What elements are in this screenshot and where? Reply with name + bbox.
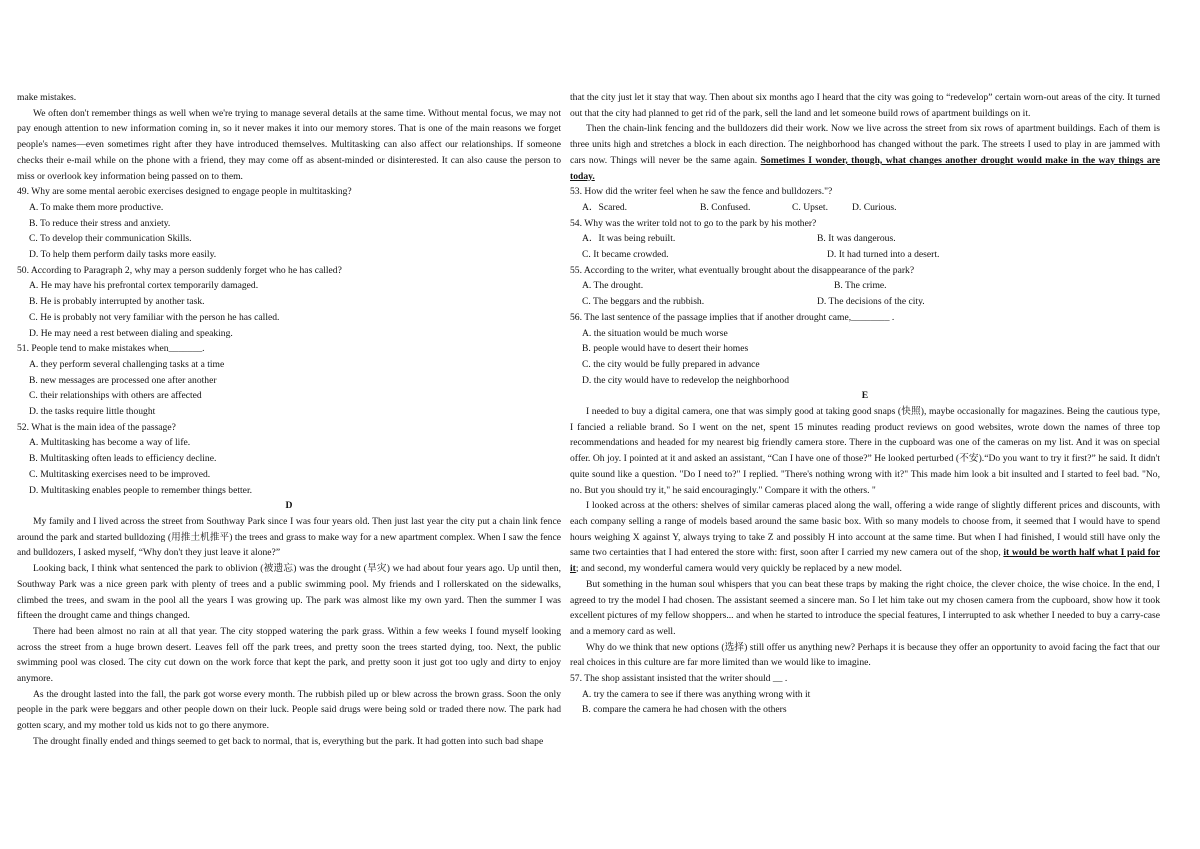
question-57: 57. The shop assistant insisted that the writer should __ . (570, 673, 788, 685)
q54-option-c: C. It became crowded. (582, 249, 669, 261)
q51-option-c: C. their relationships with others are affected (29, 390, 202, 402)
passage-c-ending: make mistakes. (17, 92, 77, 103)
q54-options-1 (570, 231, 1160, 247)
passage-d-paragraph-2: Looking back, I think what sentenced the park to oblivion (被遗忘) was the drought (旱灾) we had about four years ago. Up until then, Southway Park was a nice green park with plenty of trees and a public swimming pool. My friends and I rollerskated on the sidewalks, climbed the trees, and swam in the pool all the years I was growing up. The park was almost like my own yard. Then the summer I was fifteen the drought came and things changed. (17, 563, 561, 622)
q50-option-b: B. He is probably interrupted by another task. (29, 296, 205, 308)
q55-option-a: A. The drought. (582, 280, 644, 292)
q56-option-b: B. people would have to desert their homes (582, 343, 749, 355)
q49-option-a: A. To make them more productive. (29, 201, 164, 213)
question-50: 50. According to Paragraph 2, why may a person suddenly forget who he has called? (17, 264, 342, 276)
q49-option-c: C. To develop their communication Skills. (29, 233, 192, 245)
underlined-sentence: Sometimes I wonder, though, what changes another drought would make in the way things are today. (570, 154, 1160, 182)
q55-options-1 (570, 278, 1160, 294)
question-52: 52. What is the main idea of the passage? (17, 421, 176, 433)
section-heading-e: E (861, 390, 869, 402)
q50-option-d: D. He may need a rest between dialing and speaking. (29, 327, 233, 339)
question-49: 49. Why are some mental aerobic exercises designed to engage people in multitasking? (17, 186, 352, 198)
q54-option-b: B. It was dangerous. (817, 233, 896, 245)
q51-option-d: D. the tasks require little thought (29, 406, 156, 418)
q54-options-2 (570, 247, 1160, 263)
q52-option-a: A. Multitasking has become a way of life. (29, 437, 191, 449)
q55-option-d: D. The decisions of the city. (817, 296, 925, 308)
q51-option-b: B. new messages are processed one after another (29, 374, 217, 386)
passage-e-paragraph-2 (570, 498, 1160, 577)
q49-option-b: B. To reduce their stress and anxiety. (29, 217, 171, 229)
question-54: 54. Why was the writer told not to go to the park by his mother? (570, 217, 817, 229)
q53-option-b: B. Confused. (700, 201, 751, 213)
underlined-phrase: it would be worth half what I paid for it (570, 547, 1160, 575)
passage-c-paragraph: We often don't remember things as well when we're trying to manage several details at the same time. Without mental focus, we may not pay enough attention to new information coming in, so it never makes it into our memory stores. That is one of the main reasons we forget people's names—even sometimes right after they have introduced themselves. Multitasking can also affect our relationships. If someone checks their e-mail while on the phone with a friend, they may come off as absent-minded or disinterested. It can also cause the person to miss or overlook key information being passed on to them. (17, 107, 561, 182)
passage-e-paragraph-4: Why do we think that new options (选择) still offer us anything new? Perhaps it is because they offer an opportunity to avoid facing the fact that our real choices in this culture are far more limited than we would like to imagine. (570, 641, 1160, 669)
left-column (17, 90, 561, 750)
q50-option-a: A. He may have his prefrontal cortex temporarily damaged. (29, 280, 259, 292)
question-53: 53. How did the writer feel when he saw the fence and bulldozers."? (570, 186, 833, 198)
q50-option-c: C. He is probably not very familiar with the person he has called. (29, 311, 280, 323)
passage-d-continued: that the city just let it stay that way. Then about six months ago I heard that the city was going to “redevelop” certain worn-out areas of the city. It turned out that the city had planned to get rid of the park, sell the land and let someone build rows of apartment buildings on it. (570, 92, 1160, 119)
right-column (570, 90, 1160, 718)
q53-options (570, 200, 1160, 216)
q55-options-2 (570, 294, 1160, 310)
q57-option-b: B. compare the camera he had chosen with the others (582, 704, 787, 716)
q56-option-c: C. the city would be fully prepared in advance (582, 358, 760, 370)
q52-option-b: B. Multitasking often leads to efficiency decline. (29, 453, 217, 465)
q55-option-b: B. The crime. (834, 280, 887, 292)
q57-option-a: A. try the camera to see if there was anything wrong with it (582, 688, 811, 700)
q52-option-d: D. Multitasking enables people to remember things better. (29, 484, 253, 496)
passage-e-paragraph-3: But something in the human soul whispers that you can beat these traps by making the right choice, the clever choice, the wise choice. In the end, I agreed to try the model I had chosen. The assistant seemed a sincere man. So I let him take out my chosen camera from the cupboard, show how it took excellent pictures of my fellow shoppers... and when he started to introduce the special features, I interrupted to ask whether I needed to buy a carry-case and a memory card as well. (570, 578, 1160, 637)
passage-d-paragraph-4: As the drought lasted into the fall, the park got worse every month. The rubbish piled up or blew across the brown grass. Soon the only people in the park were beggars and other people down on their luck. People said drugs were being sold or traded there now. The park had gotten scary, and my mother told us kids not to go there anymore. (17, 688, 561, 732)
q56-option-d: D. the city would have to redevelop the neighborhood (582, 374, 790, 386)
paragraph-2-end: ; and second, my wonderful camera would very quickly be replaced by a new model. (575, 563, 902, 575)
passage-d-final-paragraph (570, 121, 1160, 184)
q51-option-a: A. they perform several challenging tasks at a time (29, 358, 225, 370)
q54-option-a: A．It was being rebuilt. (582, 233, 676, 245)
passage-d-paragraph-1: My family and I lived across the street from Southway Park since I was four years old. Then just last year the city put a chain link fence around the park and started bulldozing (用推土机推平) the trees and grass to make way for a new apartment complex. When I saw the fence and bulldozers, I asked myself, “Why don't they just leave it alone?” (17, 515, 561, 559)
q49-option-d: D. To help them perform daily tasks more easily. (29, 249, 217, 261)
question-55: 55. According to the writer, what eventually brought about the disappearance of the park? (570, 264, 915, 276)
paragraph-2-text: I looked across at the others: shelves of similar cameras placed along the wall, offering a wide range of slightly different prices and discounts, with each company selling a range of models based around the same basic box. With so many models to choose from, it seemed that I would have to spend hours weighing X against Y, always trying to take Z and possibly H into account at the same time. But when I had finished, I would still have only the same two certainties that I had entered the store with: first, soon after I carried my new camera out of the shop, (570, 500, 1160, 559)
q53-option-c: C. Upset. (792, 201, 828, 213)
q56-option-a: A. the situation would be much worse (582, 327, 728, 339)
q53-option-a: A．Scared. (582, 201, 628, 213)
section-heading-d: D (285, 500, 293, 512)
q53-option-d: D. Curious. (852, 201, 897, 213)
q52-option-c: C. Multitasking exercises need to be improved. (29, 468, 211, 480)
question-51: 51. People tend to make mistakes when_______. (17, 343, 205, 355)
final-paragraph-text: Then the chain-link fencing and the bulldozers did their work. Now we live across the street from six rows of apartment buildings. Each of them is three units high and stretches a block in each direction. The neighborhood has changed without the park. The streets I used to play in are jammed with cars now. Things will never be the same again. (570, 123, 1160, 166)
question-56: 56. The last sentence of the passage implies that if another drought came,________ . (570, 311, 895, 323)
q54-option-d: D. It had turned into a desert. (827, 249, 940, 261)
passage-d-paragraph-5: The drought finally ended and things seemed to get back to normal, that is, everything but the park. It had gotten into such bad shape (33, 735, 544, 747)
passage-d-paragraph-3: There had been almost no rain at all that year. The city stopped watering the park grass. Within a few weeks I found myself looking across the street from a huge brown desert. Leaves fell off the park trees, and pretty soon the trees started dying, too. Next, the public swimming pool was closed. The city cut down on the work force that kept the park, and pretty soon it just got too ugly and dirty to enjoy anymore. (17, 625, 561, 685)
passage-e-paragraph-1: I needed to buy a digital camera, one that was simply good at taking good snaps (快照), maybe occasionally for magazines. Being the cautious type, I fancied a reliable brand. So I went on the net, spent 15 minutes reading product reviews on good websites, wrote down the names of three top recommendations and headed for my nearest big friendly camera store. There in the cupboard was one of the cameras on my list. And it was on special offer. Oh joy. I pointed at it and asked an assistant, “Can I have one of those?” He looked perturbed (不安).“Do you want to try it first?” he said. It didn't quite sound like a question. "Do I need to?" I replied. "There's nothing wrong with it?" This made him look a bit insulted and I started to feel bad. "No, no. But you should try it," he said encouragingly." Compare it with the others. " (570, 406, 1160, 496)
q55-option-c: C. The beggars and the rubbish. (582, 296, 705, 308)
